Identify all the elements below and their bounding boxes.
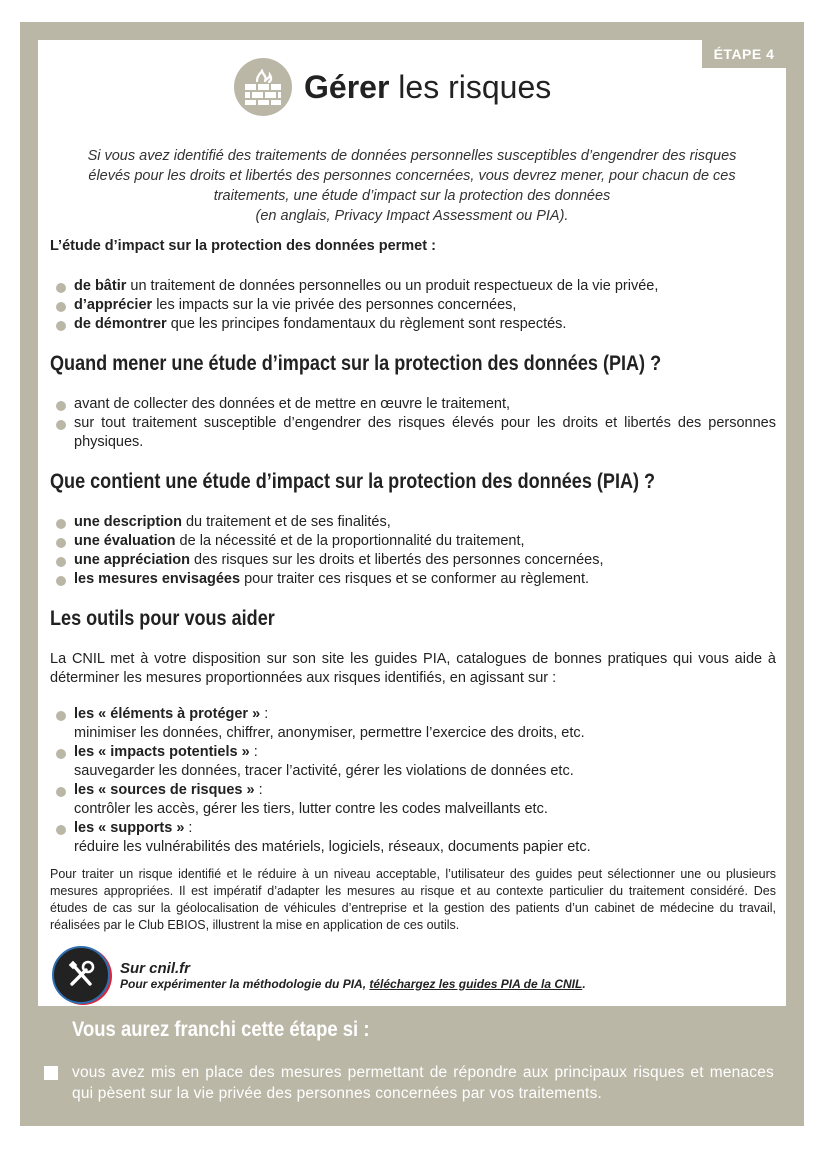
tools-intro: La CNIL met à votre disposition sur son site les guides PIA, catalogues de bonnes pratiques qui vous aide à déterminer les mesures proportionnées aux risques identifiés, en agissant sur : [50, 651, 776, 686]
intro-line: Si vous avez identifié des traitements de données personnelles susceptibles d’engendrer des risques [87, 148, 737, 164]
intro-text [58, 146, 766, 226]
list-item: avant de collecter des données et de mettre en œuvre le traitement, [54, 395, 776, 414]
content-panel [38, 40, 786, 1006]
page-title [234, 58, 551, 116]
checklist-title: Vous aurez franchi cette étape si : [72, 1018, 370, 1041]
checkbox[interactable] [44, 1066, 58, 1080]
section-title-when: Quand mener une étude d’impact sur la protection des données (PIA) ? [50, 352, 662, 375]
firewall-icon [234, 58, 292, 116]
list-item: les mesures envisagées pour traiter ces risques et se conformer au règlement. [54, 570, 776, 589]
tools-icon [52, 946, 110, 1004]
intro-line: élevés pour les droits et libertés des personnes concernées, vous devrez mener, pour chacun de ces [88, 168, 736, 184]
section-title-contains: Que contient une étude d’impact sur la protection des données (PIA) ? [50, 470, 656, 493]
list-item: les « supports » : réduire les vulnérabilités des matériels, logiciels, réseaux, documents papier etc. [54, 819, 776, 857]
list-item: les « impacts potentiels » : sauvegarder les données, tracer l’activité, gérer les violations de données etc. [54, 743, 776, 781]
title-rest: les risques [389, 68, 552, 105]
page-title-text [304, 69, 551, 106]
list-item: les « éléments à protéger » : minimiser les données, chiffrer, anonymiser, permettre l’exercice des droits, etc. [54, 705, 776, 743]
tools-list [54, 705, 776, 857]
title-bold: Gérer [304, 68, 390, 105]
list-item: les « sources de risques » : contrôler les accès, gérer les tiers, lutter contre les codes malveillants etc. [54, 781, 776, 819]
when-list [54, 395, 776, 452]
intro-line: (en anglais, Privacy Impact Assessment ou PIA). [255, 208, 569, 224]
section-title-tools: Les outils pour vous aider [50, 607, 275, 630]
permet-list [54, 277, 776, 334]
cnil-title: Sur cnil.fr [120, 959, 191, 977]
list-item: sur tout traitement susceptible d’engendrer des risques élevés pour les droits et libertés des personnes physiques. [54, 414, 776, 452]
tools-note: Pour traiter un risque identifié et le réduire à un niveau acceptable, l’utilisateur des guides peut sélectionner une ou plusieurs mesures appropriées. Il est impératif d’adapter les mesures au risque et au contexte particulier du traitement considéré. Des études de cas sur la géolocalisation de véhicules d’entreprise et la gestion des patients d’un cabinet de médecine du travail, réalisées par le Club EBIOS, illustrent la mise en application de ces outils. [50, 867, 776, 932]
cnil-callout [52, 946, 586, 1004]
intro-line: traitements, une étude d’impact sur la protection des données [213, 188, 611, 204]
checklist-item: vous avez mis en place des mesures permettant de répondre aux principaux risques et menaces qui pèsent sur la vie privée des personnes concernées par vos traitements. [72, 1064, 774, 1102]
cnil-text: Pour expérimenter la méthodologie du PIA, téléchargez les guides PIA de la CNIL. [120, 976, 586, 991]
list-item: d’apprécier les impacts sur la vie privée des personnes concernées, [54, 296, 776, 315]
list-item: une évaluation de la nécessité et de la proportionnalité du traitement, [54, 532, 776, 551]
list-item: de bâtir un traitement de données personnelles ou un produit respectueux de la vie privée, [54, 277, 776, 296]
cnil-guides-link[interactable]: téléchargez les guides PIA de la CNIL [369, 976, 583, 991]
contains-list [54, 513, 776, 589]
lead-text: L’étude d’impact sur la protection des données permet : [50, 238, 436, 254]
step-badge: ÉTAPE 4 [702, 40, 786, 68]
list-item: une appréciation des risques sur les droits et libertés des personnes concernées, [54, 551, 776, 570]
list-item: de démontrer que les principes fondamentaux du règlement sont respectés. [54, 315, 776, 334]
list-item: une description du traitement et de ses finalités, [54, 513, 776, 532]
